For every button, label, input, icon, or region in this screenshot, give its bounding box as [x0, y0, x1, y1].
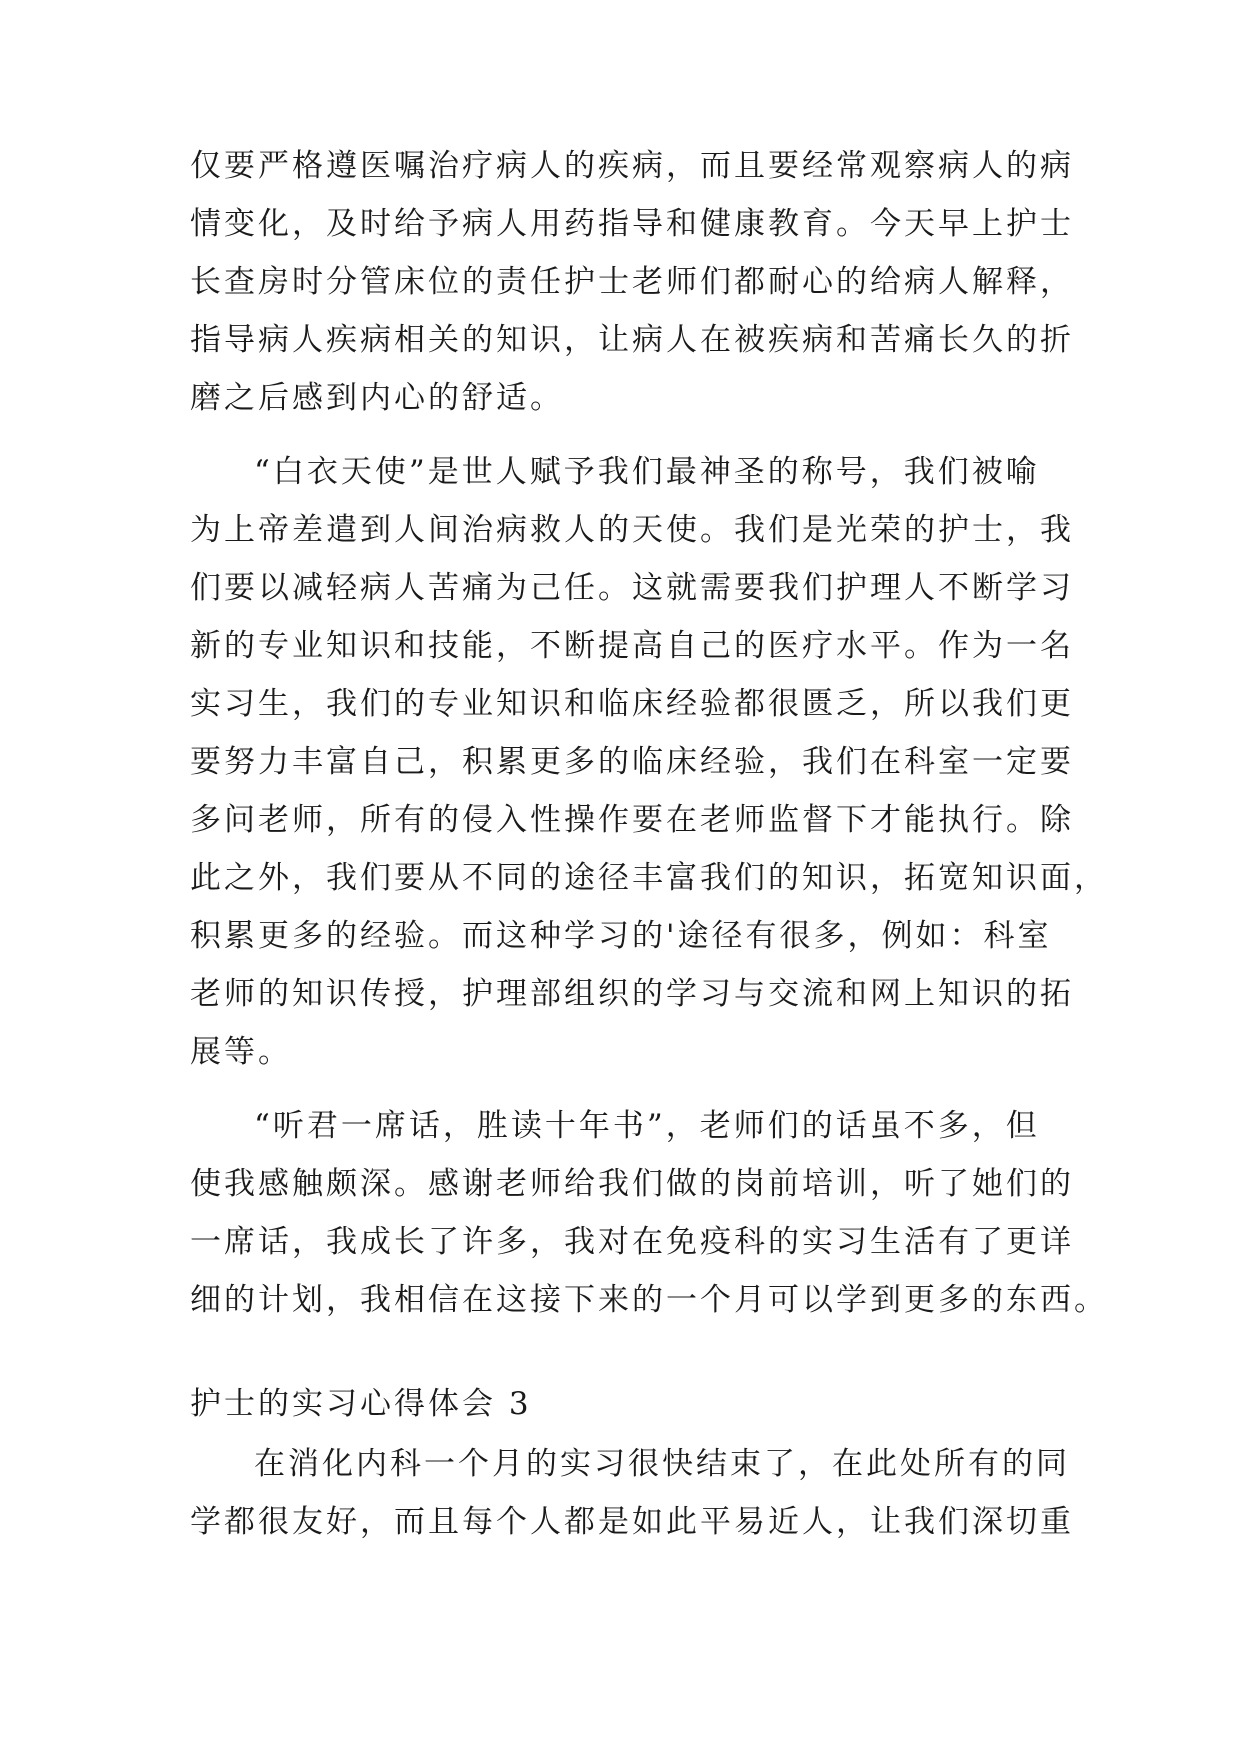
paragraph-2-line-8: 此之外，我们要从不同的途径丰富我们的知识，拓宽知识面，	[190, 860, 1108, 896]
section-heading: 护士的实习心得体会 3	[190, 1386, 532, 1422]
paragraph-2-line-3: 们要以减轻病人苦痛为己任。这就需要我们护理人不断学习	[190, 570, 1074, 606]
paragraph-2-line-1: “白衣天使”是世人赋予我们最神圣的称号，我们被喻	[254, 454, 1040, 490]
paragraph-2-line-11: 展等。	[190, 1034, 292, 1070]
paragraph-2-line-4: 新的专业知识和技能，不断提高自己的医疗水平。作为一名	[190, 628, 1074, 664]
paragraph-4-line-2: 学都很友好，而且每个人都是如此平易近人，让我们深切重	[190, 1504, 1074, 1540]
paragraph-3-line-2: 使我感触颇深。感谢老师给我们做的岗前培训，听了她们的	[190, 1166, 1074, 1202]
paragraph-3-line-4: 细的计划，我相信在这接下来的一个月可以学到更多的东西。	[190, 1282, 1108, 1318]
paragraph-2-line-9: 积累更多的经验。而这种学习的'途径有很多，例如：科室	[190, 918, 1052, 954]
paragraph-2-line-6: 要努力丰富自己，积累更多的临床经验，我们在科室一定要	[190, 744, 1074, 780]
paragraph-1-line-3: 长查房时分管床位的责任护士老师们都耐心的给病人解释，	[190, 264, 1074, 300]
paragraph-4-line-1: 在消化内科一个月的实习很快结束了，在此处所有的同	[254, 1446, 1070, 1482]
paragraph-1-line-1: 仅要严格遵医嘱治疗病人的疾病，而且要经常观察病人的病	[190, 148, 1074, 184]
paragraph-1-line-2: 情变化，及时给予病人用药指导和健康教育。今天早上护士	[190, 206, 1074, 242]
paragraph-1-line-4: 指导病人疾病相关的知识，让病人在被疾病和苦痛长久的折	[190, 322, 1074, 358]
paragraph-2-line-2: 为上帝差遣到人间治病救人的天使。我们是光荣的护士，我	[190, 512, 1074, 548]
paragraph-3-line-3: 一席话，我成长了许多，我对在免疫科的实习生活有了更详	[190, 1224, 1074, 1260]
paragraph-2-line-10: 老师的知识传授，护理部组织的学习与交流和网上知识的拓	[190, 976, 1074, 1012]
paragraph-2-line-5: 实习生，我们的专业知识和临床经验都很匮乏，所以我们更	[190, 686, 1074, 722]
paragraph-3-line-1: “听君一席话，胜读十年书”，老师们的话虽不多，但	[254, 1108, 1040, 1144]
paragraph-2-line-7: 多问老师，所有的侵入性操作要在老师监督下才能执行。除	[190, 802, 1074, 838]
paragraph-1-line-5: 磨之后感到内心的舒适。	[190, 380, 564, 416]
